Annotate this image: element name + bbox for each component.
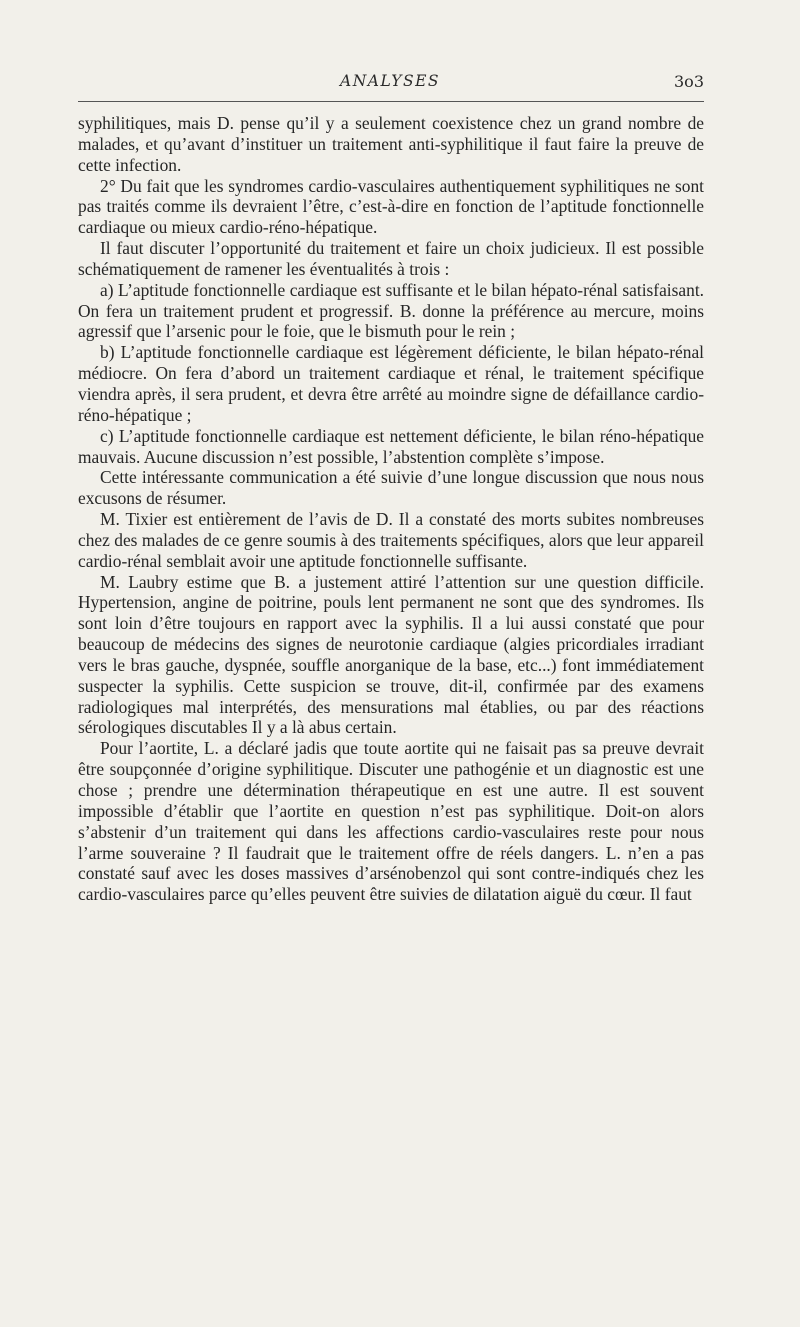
page-number: 3o3 <box>674 72 704 91</box>
paragraph: Pour l’aortite, L. a déclaré jadis que toute aortite qui ne faisait pas sa preuve devrait être soupçonnée d’origine syphilitique. Discuter une pathogénie et un diagnostic est une chose ; prendre une détermination thérapeutique en est une autre. Il est souvent impossible d’établir que l’aortite en question n’est pas syphilitique. Doit-on alors s’abstenir d’un traitement qui dans les affections cardio-vasculaires reste pour nous l’arme souveraine ? Il faudrait que le traitement offre de réels dangers. L. n’en a pas constaté sauf avec les doses massives d’arsénobenzol qui sont contre-indiqués chez les cardio-vasculaires parce qu’elles peuvent être suivies de dilatation aiguë du cœur. Il faut <box>78 738 704 905</box>
paragraph: syphilitiques, mais D. pense qu’il y a seulement coexistence chez un grand nombre de malades, et qu’avant d’instituer un traitement anti-syphilitique il faut faire la preuve de cette infection. <box>78 113 704 175</box>
paragraph: Cette intéressante communication a été suivie d’une longue discussion que nous nous excusons de résumer. <box>78 467 704 509</box>
paragraph: M. Tixier est entièrement de l’avis de D. Il a constaté des morts subites nombreuses chez des malades de ce genre soumis à des traitements spécifiques, alors que leur appareil cardio-rénal semblait avoir une aptitude fonctionnelle suffisante. <box>78 509 704 571</box>
header-rule <box>78 101 704 102</box>
paragraph: Il faut discuter l’opportunité du traitement et faire un choix judicieux. Il est possible schématiquement de ramener les éventualités à trois : <box>78 238 704 279</box>
body-text <box>78 113 704 905</box>
page-header <box>78 72 704 96</box>
paragraph: c) L’aptitude fonctionnelle cardiaque est nettement déficiente, le bilan réno-hépatique mauvais. Aucune discussion n’est possible, l’abstention complète s’impose. <box>78 425 704 467</box>
running-title: ANALYSES <box>340 72 441 90</box>
paragraph: a) L’aptitude fonctionnelle cardiaque est suffisante et le bilan hépato-rénal satisfaisant. On fera un traitement prudent et progressif. B. donne la préférence au mercure, moins agressif que l’arsenic pour le foie, que le bismuth pour le rein ; <box>78 279 704 342</box>
paragraph: 2° Du fait que les syndromes cardio-vasculaires authentiquement syphilitiques ne sont pas traités comme ils devraient l’être, c’est-à-dire en fonction de l’aptitude fonctionnelle cardiaque ou mieux cardio-réno-hépatique. <box>78 175 704 238</box>
paragraph: M. Laubry estime que B. a justement attiré l’attention sur une question difficile. Hypertension, angine de poitrine, pouls lent permanent ne sont que des syndromes. Ils sont loin d’être toujours en rapport avec la syphilis. Il a lui aussi constaté que pour beaucoup de médecins des signes de neurotonie cardiaque (algies pricordiales irradiant vers le bras gauche, dyspnée, souffle anorganique de la base, etc...) font immédiatement suspecter la syphilis. Cette suspicion se trouve, dit-il, confirmée par des examens radiologiques mal interprétés, des mensurations mal établies, ou par des réactions sérologiques discutables Il y a là abus certain. <box>78 571 704 738</box>
paragraph: b) L’aptitude fonctionnelle cardiaque est légèrement déficiente, le bilan hépato-rénal médiocre. On fera d’abord un traitement cardiaque et rénal, le traitement spécifique viendra après, il sera prudent, et devra être arrêté au moindre signe de défaillance cardio-réno-hépatique ; <box>78 342 704 425</box>
